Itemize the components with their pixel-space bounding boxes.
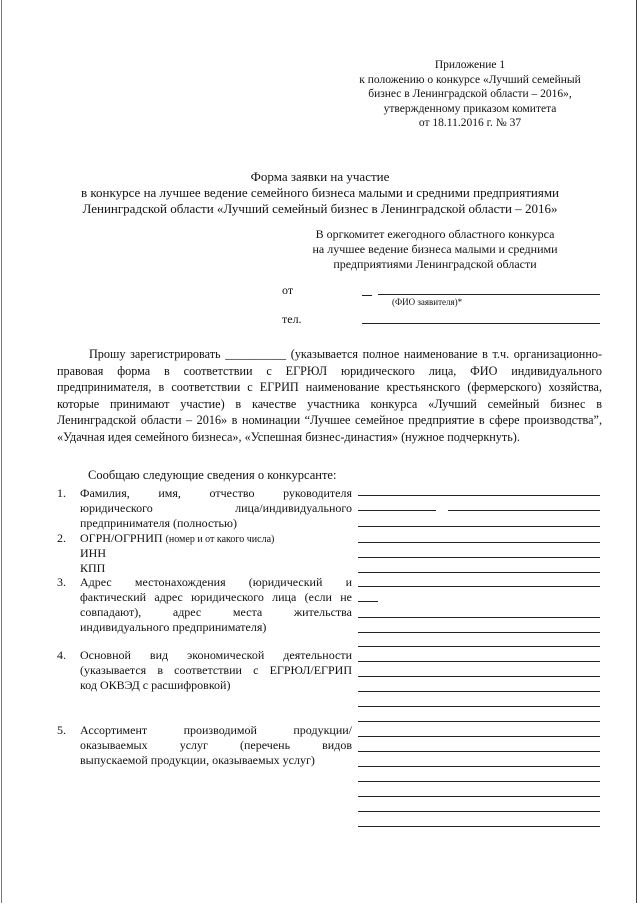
kpp-label: КПП (80, 561, 106, 575)
answer-line[interactable] (358, 601, 378, 602)
answer-line[interactable] (358, 826, 600, 827)
addressee-line: В оргкомитет ежегодного областного конкурса (315, 227, 555, 241)
kpp-field[interactable] (358, 572, 600, 573)
title-line: Форма заявки на участие (250, 169, 390, 184)
item-number: 5. (57, 723, 66, 737)
item-3-line: индивидуального предпринимателя) (80, 620, 267, 634)
title-line: в конкурсе на лучшее ведение семейного бизнеса малыми и средними предприятиями (80, 185, 560, 200)
answer-line[interactable] (358, 632, 600, 633)
appendix-line: к положению о конкурсе «Лучший семейный (359, 73, 581, 86)
addressee-block (300, 227, 570, 272)
phone-field[interactable] (362, 323, 600, 324)
item-1-line: Фамилия, имя, отчество руководителя (80, 486, 352, 500)
answer-line[interactable] (358, 766, 600, 767)
ogrn-label (80, 531, 274, 546)
answer-line[interactable] (358, 721, 600, 722)
answer-line[interactable] (448, 510, 600, 511)
inn-field[interactable] (358, 557, 600, 558)
answer-line[interactable] (358, 751, 600, 752)
ogrn-hint: (номер и от какого числа) (165, 534, 275, 545)
answer-line[interactable] (358, 706, 600, 707)
answer-line[interactable] (358, 811, 600, 812)
request-paragraph (57, 346, 602, 445)
answer-line[interactable] (358, 736, 600, 737)
appendix-header (300, 58, 640, 131)
answer-line[interactable] (358, 661, 600, 662)
addressee-line: предприятиями Ленинградской области (333, 257, 537, 271)
ogrn-field[interactable] (358, 542, 600, 543)
phone-label: тел. (282, 312, 302, 326)
answer-line[interactable] (358, 796, 600, 797)
item-3-line: Адрес местонахождения (юридический и (80, 575, 352, 589)
item-5-line: выпускаемой продукции, оказываемых услуг) (80, 753, 315, 767)
fio-hint: (ФИО заявителя)* (392, 297, 463, 307)
appendix-line: от 18.11.2016 г. № 37 (418, 117, 522, 129)
item-number: 4. (57, 648, 66, 662)
answer-line[interactable] (358, 526, 600, 527)
item-5-line: оказываемых услуг (перечень видов (80, 738, 352, 752)
item-5-line: Ассортимент производимой продукции/ (80, 723, 352, 737)
item-3-line: фактический адрес юридического лица (если не (80, 590, 352, 604)
applicant-name-field[interactable] (378, 294, 600, 295)
title-line: Ленинградской области «Лучший семейный бизнес в Ленинградской области – 2016» (82, 201, 558, 216)
ogrn-text: ОГРН/ОГРНИП (80, 531, 163, 545)
item-3-line: совпадают), адрес места жительства (80, 605, 352, 619)
answer-line[interactable] (358, 646, 600, 647)
item-1-line: предпринимателя (полностью) (80, 516, 237, 530)
from-dash (362, 295, 372, 296)
answer-line[interactable] (358, 691, 600, 692)
item-4-line: код ОКВЭД с расшифровкой) (80, 678, 231, 692)
appendix-line: утвержденному приказом комитета (383, 102, 557, 115)
item-number: 1. (57, 486, 66, 500)
answer-line[interactable] (358, 676, 600, 677)
request-text: Прошу зарегистрировать __________ (указывается полное наименование в т.ч. организационно-правовая форма в соответствии с ЕГРЮЛ юридического лица, ФИО индивидуального предпринимателя, в соответствии с ЕГРИП наименование крестьянского (фермерского) хозяйства, которые принимают участие) в качестве участника конкурса «Лучший семейный бизнес в Ленинградской области – 2016» в номинации “Лучшее семейное предприятие в сфере производства”, «Удачная идея семейного бизнеса», «Успешная бизнес-династия» (нужное подчеркнуть). (57, 347, 602, 444)
answer-line[interactable] (358, 510, 436, 511)
from-label: от (282, 283, 294, 297)
form-title (30, 169, 610, 217)
answer-line[interactable] (358, 617, 600, 618)
item-number: 2. (57, 531, 66, 545)
appendix-line: бизнес в Ленинградской области – 2016», (368, 88, 572, 100)
addressee-line: на лучшее ведение бизнеса малыми и средними (312, 242, 558, 256)
item-number: 3. (57, 575, 66, 589)
answer-line[interactable] (358, 495, 600, 496)
item-4-line: Основной вид экономической деятельности (80, 648, 352, 662)
appendix-line: Приложение 1 (434, 59, 506, 71)
answer-line[interactable] (358, 781, 600, 782)
item-4-line: (указывается в соответствии с ЕГРЮЛ/ЕГРИП (80, 663, 352, 677)
item-1-line: юридического лица/индивидуального (80, 501, 352, 515)
answer-line[interactable] (358, 586, 600, 587)
intro-text: Сообщаю следующие сведения о конкурсанте: (88, 468, 337, 482)
inn-label: ИНН (80, 546, 106, 560)
